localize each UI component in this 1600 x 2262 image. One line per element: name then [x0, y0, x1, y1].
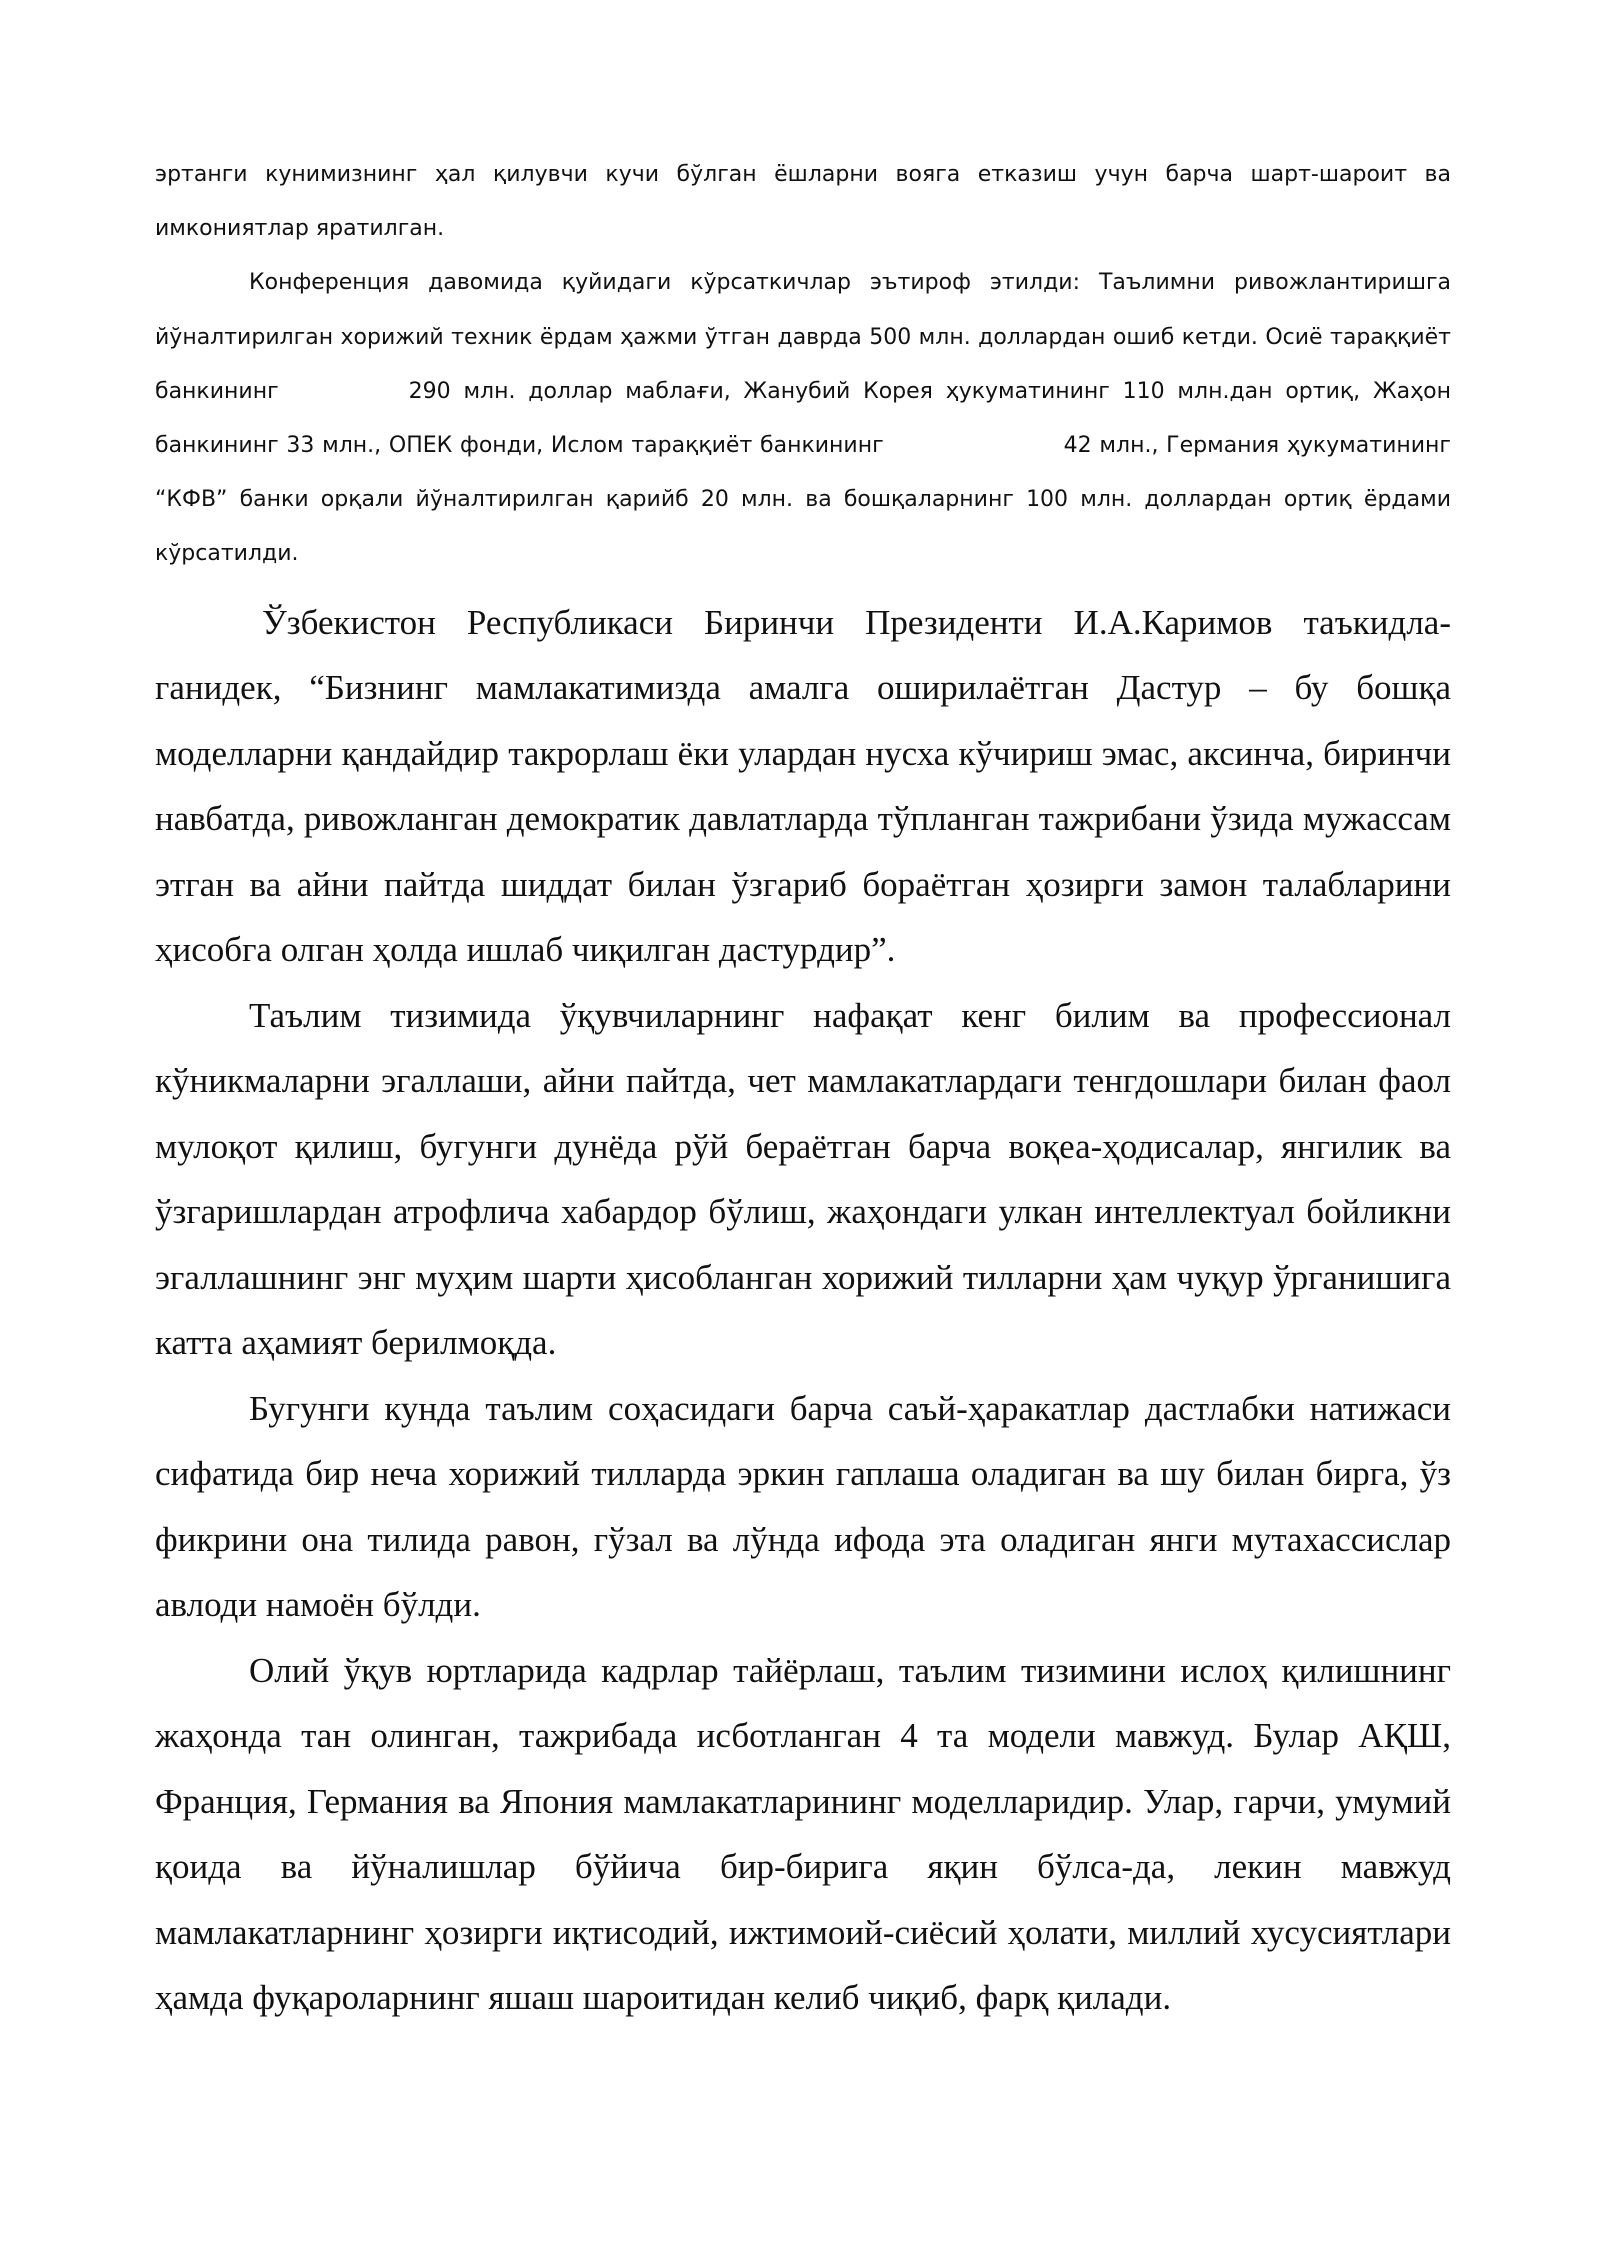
paragraph-today: Бугунги кунда таълим соҳасидаги барча саъй-ҳаракатлар дастлабки натижаси сифатида бир неча хорижий тилларда эркин гаплаша оладиган ва шу билан бирга, ўз фикрини она тилида равон, гўзал ва лўнда ифода эта оладиган янги мутахассислар авлоди намоён бўлди.	[155, 1388, 1451, 1625]
paragraph-quote: Ўзбекистон Республикаси Биринчи Президенти И.А.Каримов таъкидла-ганидек, “Бизнинг мамлакатимизда амалга оширилаётган Дастур – бу бошқа моделларни қандайдир такрорлаш ёки улардан нусха кўчириш эмас, аксинча, биринчи навбатда, ривожланган демократик давлатларда тўпланган тажрибани ўзида мужассам этган ва айни пайтда шиддат билан ўзгариб бораётган ҳозирги замон талабларини ҳисобга олган ҳолда ишлаб чиқилган дастурдир”.	[155, 602, 1451, 970]
paragraph-conference	[155, 256, 1451, 581]
conference-text-part-1: Конференция давомида қуйидаги кўрсаткичлар эътироф этилди: Таълимни ривожлантиришга йўналтирилган хорижий техник ёрдам ҳажми ўтган даврда 500 млн. доллардан ошиб кетди. Осиё тараққиёт банкининг	[155, 270, 1451, 404]
document-page	[155, 148, 1451, 2031]
conference-text-part-3: 42 млн., Германия ҳукуматининг “КФВ” банки орқали йўналтирилган қарийб 20 млн. ва бошқаларнинг 100 млн. доллардан ортиқ ёрдами кўрсатилди.	[155, 433, 1451, 567]
paragraph-continuation: эртанги кунимизнинг ҳал қилувчи кучи бўлган ёшларни вояга етказиш учун барча шарт-шароит ва имкониятлар яратилган.	[155, 162, 1451, 242]
conference-text-part-2: 290 млн. доллар маблағи, Жанубий Корея ҳукуматининг 110 млн.дан ортиқ, Жаҳон банкининг 33 млн., ОПЕК фонди, Ислом тараққиёт банкининг	[155, 378, 1451, 459]
paragraph-education-system: Таълим тизимида ўқувчиларнинг нафақат кенг билим ва профессионал кўникмаларни эгаллаши, айни пайтда, чет мамлакатлардаги тенгдошлари билан фаол мулоқот қилиш, бугунги дунёда рўй бераётган барча воқеа-ҳодисалар, янгилик ва ўзгаришлардан атрофлича хабардор бўлиш, жаҳондаги улкан интеллектуал бойликни эгаллашнинг энг муҳим шарти ҳисобланган хорижий тилларни ҳам чуқур ўрганишига катта аҳамият берилмоқда.	[155, 995, 1451, 1363]
paragraph-models: Олий ўқув юртларида кадрлар тайёрлаш, таълим тизимини ислоҳ қилишнинг жаҳонда тан олинган, тажрибада исботланган 4 та модели мавжуд. Булар АҚШ, Франция, Германия ва Япония мамлакатларининг моделларидир. Улар, гарчи, умумий қоида ва йўналишлар бўйича бир-бирига яқин бўлса-да, лекин мавжуд мамлакатларнинг ҳозирги иқтисодий, ижтимоий-сиёсий ҳолати, миллий хусусиятлари ҳамда фуқароларнинг яшаш шароитидан келиб чиқиб, фарқ қилади.	[155, 1650, 1451, 2018]
